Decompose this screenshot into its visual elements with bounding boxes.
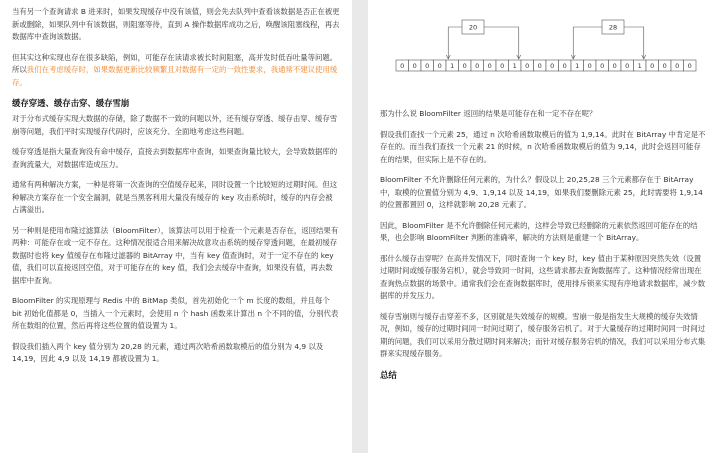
key-label: 28 <box>608 23 618 32</box>
paragraph: 那什么缓存击穿呢？在高并发情况下，同时查询一个 key 时，key 值由于某种原因突然失效（设置过期时间或缓存服务宕机），就会导致同一时间，这些请求都去查询数据库了。这种情况经常出现在查询热点数据的场景中。通常我们会在查询数据库时，使用排斥锁来实现有序地请求数据库，减少数据库的并发压力。 <box>380 253 706 300</box>
paragraph: BloomFilter 不允许删除任何元素的，为什么？假设以上 20,25,28 三个元素都存在于 BitArray 中，取模的位置值分别为 4,9、1,9,14 以及 14,19，如果我们要删除元素 25，此时需要将 1,9,14 的位置都置回 0，这样就影响 20,28 元素了。 <box>380 175 703 209</box>
bit-value: 1 <box>575 62 580 70</box>
paragraph: 假设我们查找一个元素 25，通过 n 次哈希函数取模后的值为 1,9,14。此时在 BitArray 中肯定是不存在的。而当我们查找一个元素 21 的时候，n 次哈希函数取模后的值为 9,14，此时会返回可能存在的结果，但实际上是不存在的。 <box>380 129 706 164</box>
paragraph: 假设我们插入两个 key 值分别为 20,28 的元素，通过两次哈希函数取模后的值分别为 4,9 以及 14,19，因此 4,9 以及 14,19 都被设置为 1。 <box>12 341 324 363</box>
paragraph: 缓存雪崩则与缓存击穿差不多，区别就是失效缓存的规模。雪崩一般是指发生大规模的缓存失效情况，例如，缓存的过期时间同一时间过期了，缓存服务宕机了。对于大量缓存的过期时间同一时间过期的问题，我们可以采用分散过期时间来解决；而针对缓存服务宕机的情况，我们可以采用分布式集群来实现缓存服务。 <box>380 311 706 358</box>
bit-value: 0 <box>462 62 467 70</box>
bit-value: 0 <box>412 62 417 70</box>
paragraph: 那为什么说 BloomFilter 返回的结果是可能存在和一定不存在呢？ <box>380 109 597 118</box>
bit-value: 1 <box>637 62 642 70</box>
bit-value: 0 <box>525 62 530 70</box>
bit-value: 0 <box>625 62 630 70</box>
paragraph: 当有另一个查询请求 B 进来时，如果发现缓存中没有该值，则会先去队列中查看该数据是否正在被更新或删除，如果队列中有该数据，则阻塞等待，直到 A 操作数据库成功之后，唤醒该阻塞线程，再去数据库中查询该数据。 <box>12 7 340 41</box>
bit-value: 0 <box>675 62 680 70</box>
hash-arrow <box>448 27 462 58</box>
paragraph: BloomFilter 的实现原理与 Redis 中的 BitMap 类似，首先初始化一个 m 长度的数组，并且每个 bit 初始化值都是 0，当插入一个元素时，会使用 n 个 hash 函数来计算出 n 个不同的值，分别代表所在数组的位置，然后再将这些位置的值设置为 1。 <box>12 296 339 330</box>
section-heading: 缓存穿透、缓存击穿、缓存雪崩 <box>12 98 130 108</box>
bit-value: 0 <box>550 62 555 70</box>
highlight-text: 我们在考虑缓存时，如果数据更新比较频繁且对数据有一定的一致性要求，我通常不建议使用缓存。 <box>12 65 338 87</box>
hash-arrow <box>624 27 644 58</box>
bit-value: 0 <box>612 62 617 70</box>
bit-value: 0 <box>587 62 592 70</box>
bit-value: 0 <box>425 62 430 70</box>
hash-arrow <box>573 27 602 58</box>
bit-value: 0 <box>400 62 405 70</box>
paragraph: 对于分布式缓存实现大数据的存储，除了数据不一致的问题以外，还有缓存穿透、缓存击穿、缓存雪崩等问题，我们平时实现缓存代码时，应该充分、全面地考虑这些问题。 <box>12 114 338 136</box>
bit-value: 0 <box>437 62 442 70</box>
bit-value: 0 <box>600 62 605 70</box>
bloom-filter-diagram <box>380 0 708 108</box>
bitarray-svg <box>380 0 708 100</box>
bit-value: 1 <box>512 62 517 70</box>
paragraph: 缓存穿透是指大量查询没有命中缓存，直接去到数据库中查询，如果查询量比较大，会导致数据库的查询流量大，对数据库造成压力。 <box>12 147 338 169</box>
bit-value: 0 <box>475 62 480 70</box>
bit-value: 0 <box>662 62 667 70</box>
section-heading-summary: 总结 <box>380 369 397 380</box>
key-label: 20 <box>468 23 478 32</box>
paragraph: 因此，BloomFilter 是不允许删除任何元素的，这样会导致已经删除的元素依然返回可能存在的结果，也会影响 BloomFilter 判断的准确率，解决的方法则是重建一个 BitArray。 <box>380 220 698 242</box>
bit-value: 1 <box>450 62 455 70</box>
bit-value: 0 <box>562 62 567 70</box>
bit-value: 0 <box>500 62 505 70</box>
hash-arrow <box>484 27 519 58</box>
paragraph <box>12 52 340 90</box>
bit-value: 0 <box>687 62 692 70</box>
paragraph-text: 但其实这种实现也存在很多缺陷，例如，可能存在读请求被长时间阻塞，高并发时低吞吐量等问题。所以 <box>12 52 338 74</box>
paragraph: 另一种则是使用布隆过滤算法（BloomFilter），该算法可以用于检查一个元素是否存在，返回结果有两种：可能存在或一定不存在。这种情况很适合用来解决故意攻击系统的缓存穿透问题，在最初缓存数据时也将 key 值缓存在布隆过滤器的 BitArray 中，当有 key 值查询时，对于一定不存在的 key 值，我们可以直接返回空值，对于可能存在的 key 值，我们会去缓存中查询，如果没有值，再去数据库中查询。 <box>12 225 339 285</box>
paragraph: 通常有两种解决方案，一种是将第一次查询的空值缓存起来，同时设置一个比较短的过期时间。但这种解决方案存在一个安全漏洞，就是当黑客利用大量没有缓存的 key 攻击系统时，缓存的内存会被占满溢出。 <box>12 180 338 214</box>
bit-value: 0 <box>650 62 655 70</box>
left-page <box>0 0 352 453</box>
right-page <box>368 0 720 453</box>
bit-value: 0 <box>487 62 492 70</box>
bit-value: 0 <box>537 62 542 70</box>
